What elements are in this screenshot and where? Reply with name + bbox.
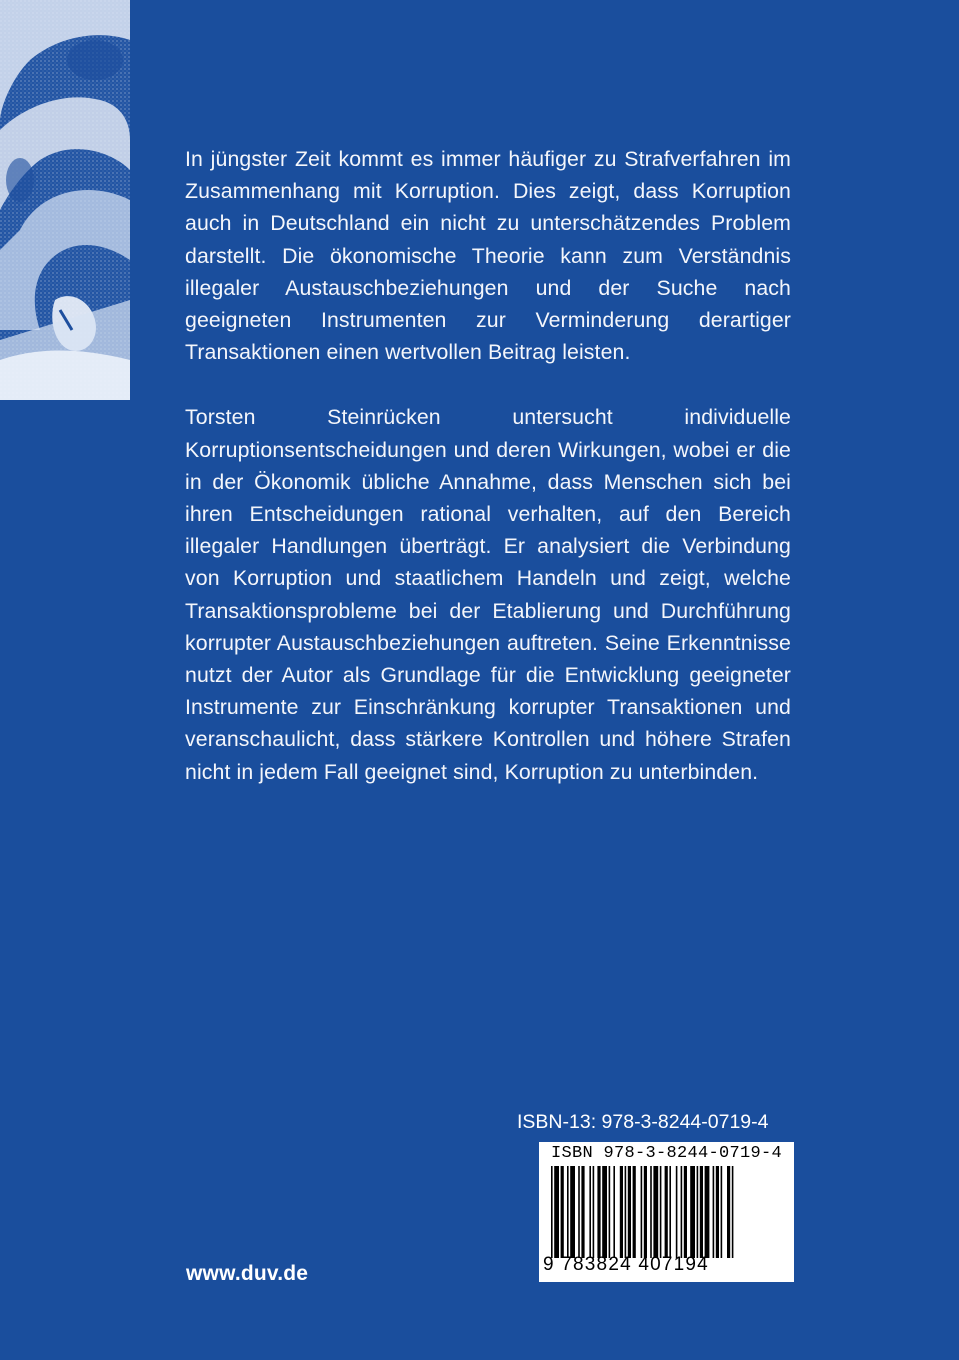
barcode-bar <box>589 1166 591 1258</box>
barcode-bar <box>732 1166 734 1258</box>
barcode-bar <box>650 1166 652 1258</box>
barcode-bar <box>609 1166 611 1258</box>
barcode-bar <box>665 1166 668 1258</box>
blurb-text <box>185 143 791 788</box>
barcode-bar <box>597 1166 600 1258</box>
cover-photo-fragment <box>0 0 130 400</box>
barcode-bar <box>684 1166 687 1258</box>
barcode-bar <box>700 1166 703 1258</box>
barcode-bar <box>625 1166 627 1258</box>
barcode-bar <box>620 1166 623 1258</box>
barcode-bar <box>705 1166 710 1258</box>
barcode-bar <box>551 1166 553 1258</box>
barcode-bar <box>644 1166 647 1258</box>
barcode-bars <box>551 1166 783 1258</box>
barcode-bar <box>570 1166 575 1258</box>
photo-image <box>0 0 130 400</box>
barcode-bar <box>633 1166 636 1258</box>
barcode-bar <box>716 1166 719 1258</box>
barcode-bar <box>602 1166 607 1258</box>
publisher-website: www.duv.de <box>186 1262 309 1285</box>
barcode-bar <box>593 1166 595 1258</box>
barcode-bar <box>676 1166 678 1258</box>
barcode-bar <box>628 1166 631 1258</box>
barcode-number: 9 783824 407194 <box>543 1254 709 1275</box>
barcode-bar <box>554 1166 559 1258</box>
isbn-label: ISBN-13: 978-3-8244-0719-4 <box>517 1111 769 1133</box>
blurb-paragraph-2: Torsten Steinrücken untersucht individuelle Korruptionsentscheidungen und deren Wirkungen, wobei er die in der Ökonomik übliche Annahme, dass Menschen sich bei ihren Entscheidungen rational verhalten, auf den Bereich illegaler Handlungen überträgt. Er analysiert die Verbindung von Korruption und staatlichem Handeln und zeigt, welche Transaktionsprobleme bei der Etablierung und Durchführung korrupter Austauschbeziehungen auftreten. Seine Erkenntnisse nutzt der Autor als Grundlage für die Entwicklung geeigneter Instrumente zur Einschränkung korrupter Transaktionen und veranschaulicht, dass stärkere Kontrollen und höhere Strafen nicht in jedem Fall geeignet sind, Korruption zu unterbinden. <box>185 405 791 784</box>
barcode-bar <box>690 1166 695 1258</box>
blurb-paragraph-1: In jüngster Zeit kommt es immer häufiger zu Strafverfahren im Zusammenhang mit Korruption. Dies zeigt, dass Korruption auch in Deutschland ein nicht zu unterschätzendes Problem darstellt. Die ökonomische Theorie kann zum Verständnis illegaler Austauschbeziehungen und der Suche nach geeigneten Instrumenten zur Verminderung derartiger Transaktionen einen wertvollen Beitrag leisten. <box>185 147 791 365</box>
barcode-bar <box>669 1166 671 1258</box>
barcode-bar <box>567 1166 569 1258</box>
barcode-bar <box>641 1166 643 1258</box>
barcode-bar <box>613 1166 615 1258</box>
barcode-bar <box>653 1166 658 1258</box>
barcode-bar <box>727 1166 730 1258</box>
isbn-barcode <box>539 1142 794 1282</box>
barcode-bar <box>578 1166 580 1258</box>
barcode-bar <box>697 1166 699 1258</box>
barcode-isbn-text: ISBN 978-3-8244-0719-4 <box>550 1144 783 1163</box>
barcode-bar <box>581 1166 584 1258</box>
barcode-bar <box>713 1166 715 1258</box>
barcode-bar <box>561 1166 564 1258</box>
barcode-bar <box>681 1166 683 1258</box>
barcode-bar <box>660 1166 662 1258</box>
barcode-bar <box>721 1166 723 1258</box>
